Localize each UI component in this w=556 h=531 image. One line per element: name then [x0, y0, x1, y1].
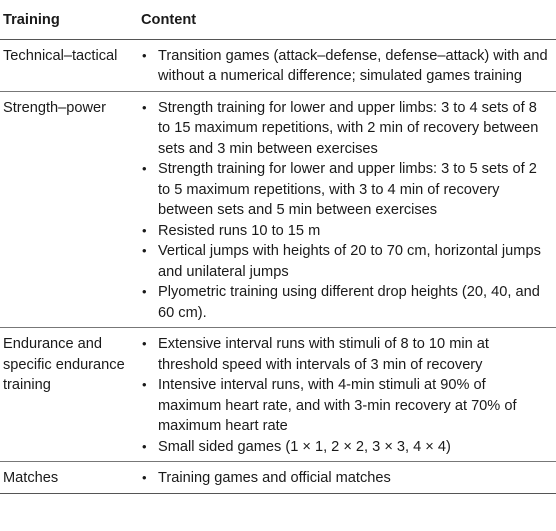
- header-row: [0, 0, 556, 39]
- content-cell: [133, 328, 556, 462]
- training-type: Technical–tactical: [3, 47, 118, 64]
- list-item: [141, 46, 550, 87]
- list-item: [141, 159, 550, 221]
- table-row: [0, 462, 556, 494]
- list-item-text: Small sided games (1 × 1, 2 × 2, 3 × 3, 4 × 4): [158, 438, 451, 455]
- bullet-icon: •: [142, 336, 147, 351]
- header-training: Training: [0, 0, 133, 39]
- bullet-icon: •: [142, 438, 147, 454]
- list-item: [141, 282, 550, 323]
- table-row: [0, 91, 556, 328]
- list-item: [141, 221, 550, 242]
- list-item: [141, 98, 550, 160]
- bullet-icon: •: [142, 222, 147, 238]
- list-item: [141, 437, 550, 458]
- list-item: [141, 241, 550, 282]
- content-cell: [133, 91, 556, 328]
- header-content: Content: [133, 0, 556, 39]
- bullet-icon: •: [142, 99, 147, 115]
- list-item: [141, 334, 550, 375]
- list-item-text: Intensive interval runs, with 4-min stimuli at 90% of maximum heart rate, and with 3-min recovery at 70% of maximum heart rate: [158, 377, 517, 434]
- list-item-text: Resisted runs 10 to 15 m: [158, 222, 321, 239]
- bullet-icon: •: [142, 243, 147, 258]
- content-cell: [133, 462, 556, 494]
- content-list: [141, 468, 550, 489]
- list-item-text: Training games and official matches: [158, 470, 391, 486]
- bullet-icon: •: [142, 470, 147, 485]
- list-item-text: Extensive interval runs with stimuli of 8 to 10 min at threshold speed with intervals of 3 min of recovery: [158, 336, 489, 373]
- training-type: Endurance and specific endurance training: [3, 336, 125, 393]
- content-list: [141, 98, 550, 324]
- bullet-icon: •: [142, 377, 147, 392]
- list-item-text: Strength training for lower and upper limbs: 3 to 4 sets of 8 to 15 maximum repetitions, with 2 min of recovery between sets and 3 min between exercises: [158, 99, 539, 157]
- content-cell: [133, 39, 556, 91]
- list-item-text: Strength training for lower and upper limbs: 3 to 5 sets of 2 to 5 maximum repetitions, with 3 to 4 min of recovery between sets and 5 min between exercises: [158, 161, 537, 218]
- list-item-text: Vertical jumps with heights of 20 to 70 cm, horizontal jumps and unilateral jumps: [158, 243, 541, 280]
- list-item: [141, 375, 550, 437]
- table-row: [0, 39, 556, 91]
- training-type: Strength–power: [3, 99, 107, 116]
- training-type: Matches: [3, 470, 59, 486]
- bullet-icon: •: [142, 47, 147, 63]
- bullet-icon: •: [142, 161, 147, 176]
- list-item-text: Transition games (attack–defense, defense–attack) with and without a numerical difference; simulated games training: [158, 47, 548, 84]
- table-row: [0, 328, 556, 462]
- content-list: [141, 334, 550, 457]
- bullet-icon: •: [142, 284, 147, 299]
- list-item-text: Plyometric training using different drop heights (20, 40, and 60 cm).: [158, 284, 540, 321]
- content-list: [141, 46, 550, 87]
- list-item: [141, 468, 550, 489]
